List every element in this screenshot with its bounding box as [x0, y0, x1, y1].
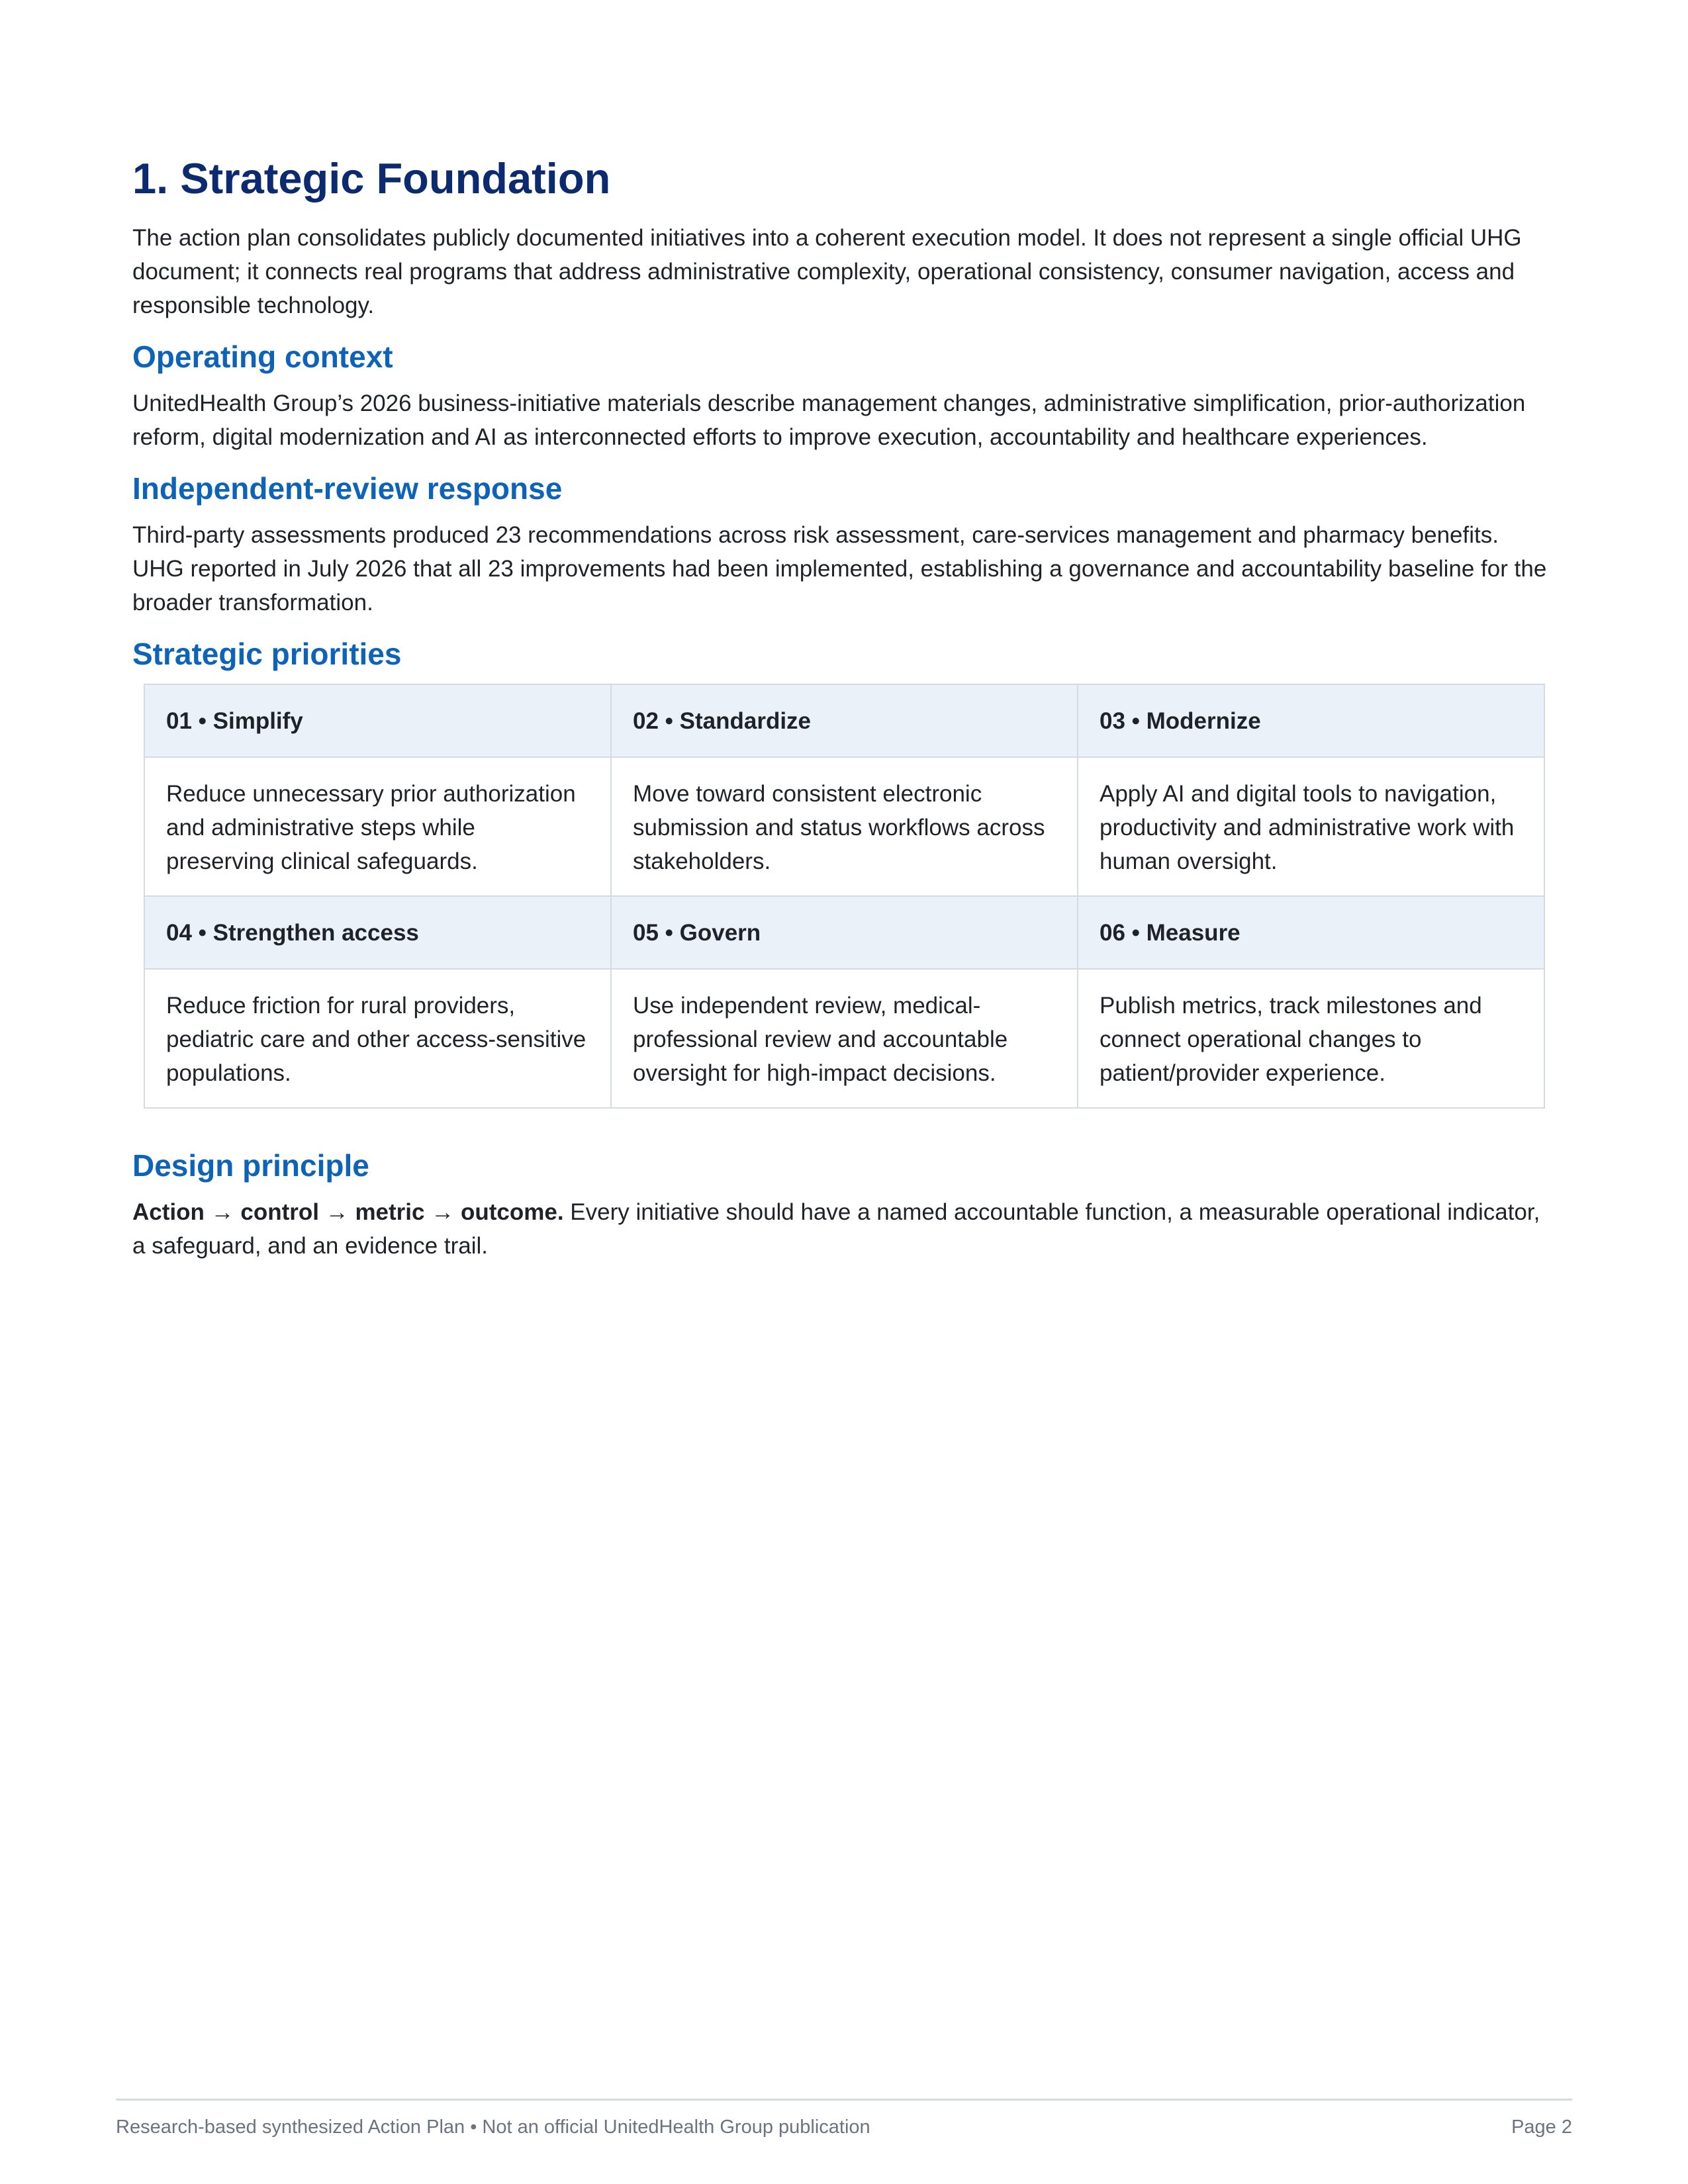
priority-description-cell: Use independent review, medical-professional review and accountable oversight for high-impact decisions.	[611, 969, 1078, 1108]
flow-arrow-icon: →	[211, 1199, 234, 1225]
intro-paragraph: The action plan consolidates publicly documented initiatives into a coherent execution model. It does not represent a single official UHG document; it connects real programs that address administrative complexity, operational consistency, consumer navigation, access and responsible technology.	[132, 225, 1522, 318]
design-principle-body: Every initiative should have a named accountable function, a measurable operational indicator, a safeguard, and an evidence trail.	[132, 1199, 1540, 1259]
priority-description-cell: Reduce friction for rural providers, pediatric care and other access-sensitive populations.	[144, 969, 611, 1108]
priority-description-cell: Apply AI and digital tools to navigation, productivity and administrative work with human oversight.	[1078, 757, 1544, 896]
design-step-outcome: outcome.	[460, 1199, 564, 1225]
page-title: 1. Strategic Foundation	[132, 154, 611, 203]
priority-title-cell: 01 • Simplify	[144, 684, 611, 757]
design-principle-heading: Design principle	[132, 1148, 369, 1183]
priority-title-cell: 02 • Standardize	[611, 684, 1078, 757]
page-number: Page 2	[1511, 2116, 1572, 2138]
priority-title-cell: 05 • Govern	[611, 896, 1078, 969]
priority-title-cell: 06 • Measure	[1078, 896, 1544, 969]
footer-disclaimer: Research-based synthesized Action Plan • Not an official UnitedHealth Group publication	[116, 2116, 870, 2138]
operating-context-heading: Operating context	[132, 340, 393, 374]
operating-context-paragraph: UnitedHealth Group’s 2026 business-initiative materials describe management changes, administrative simplification, prior-authorization reform, digital modernization and AI as interconnected efforts to improve execution, accountability and healthcare experiences.	[132, 390, 1526, 450]
priority-description-cell: Reduce unnecessary prior authorization and administrative steps while preserving clinical safeguards.	[144, 757, 611, 896]
priority-description-cell: Move toward consistent electronic submission and status workflows across stakeholders.	[611, 757, 1078, 896]
design-step-action: Action	[132, 1199, 205, 1225]
priority-description-cell: Publish metrics, track milestones and connect operational changes to patient/provider experience.	[1078, 969, 1544, 1108]
flow-arrow-icon: →	[431, 1199, 455, 1225]
priorities-description-row	[144, 969, 1544, 1108]
priorities-description-row	[144, 757, 1544, 896]
design-step-metric: metric	[355, 1199, 425, 1225]
priorities-header-row	[144, 896, 1544, 969]
priority-title-cell: 03 • Modernize	[1078, 684, 1544, 757]
footer-divider	[116, 2099, 1572, 2101]
design-step-control: control	[240, 1199, 319, 1225]
strategic-priorities-heading: Strategic priorities	[132, 637, 402, 671]
independent-review-paragraph: Third-party assessments produced 23 recommendations across risk assessment, care-services management and pharmacy benefits. UHG reported in July 2026 that all 23 improvements had been implemented, establishing a governance and accountability baseline for the broader transformation.	[132, 522, 1547, 615]
priority-title-cell: 04 • Strengthen access	[144, 896, 611, 969]
independent-review-heading: Independent-review response	[132, 471, 563, 506]
strategic-priorities-table	[144, 684, 1545, 1109]
page-content	[132, 151, 1556, 1263]
design-principle-paragraph	[132, 1195, 1556, 1263]
flow-arrow-icon: →	[325, 1199, 349, 1225]
priorities-header-row	[144, 684, 1544, 757]
